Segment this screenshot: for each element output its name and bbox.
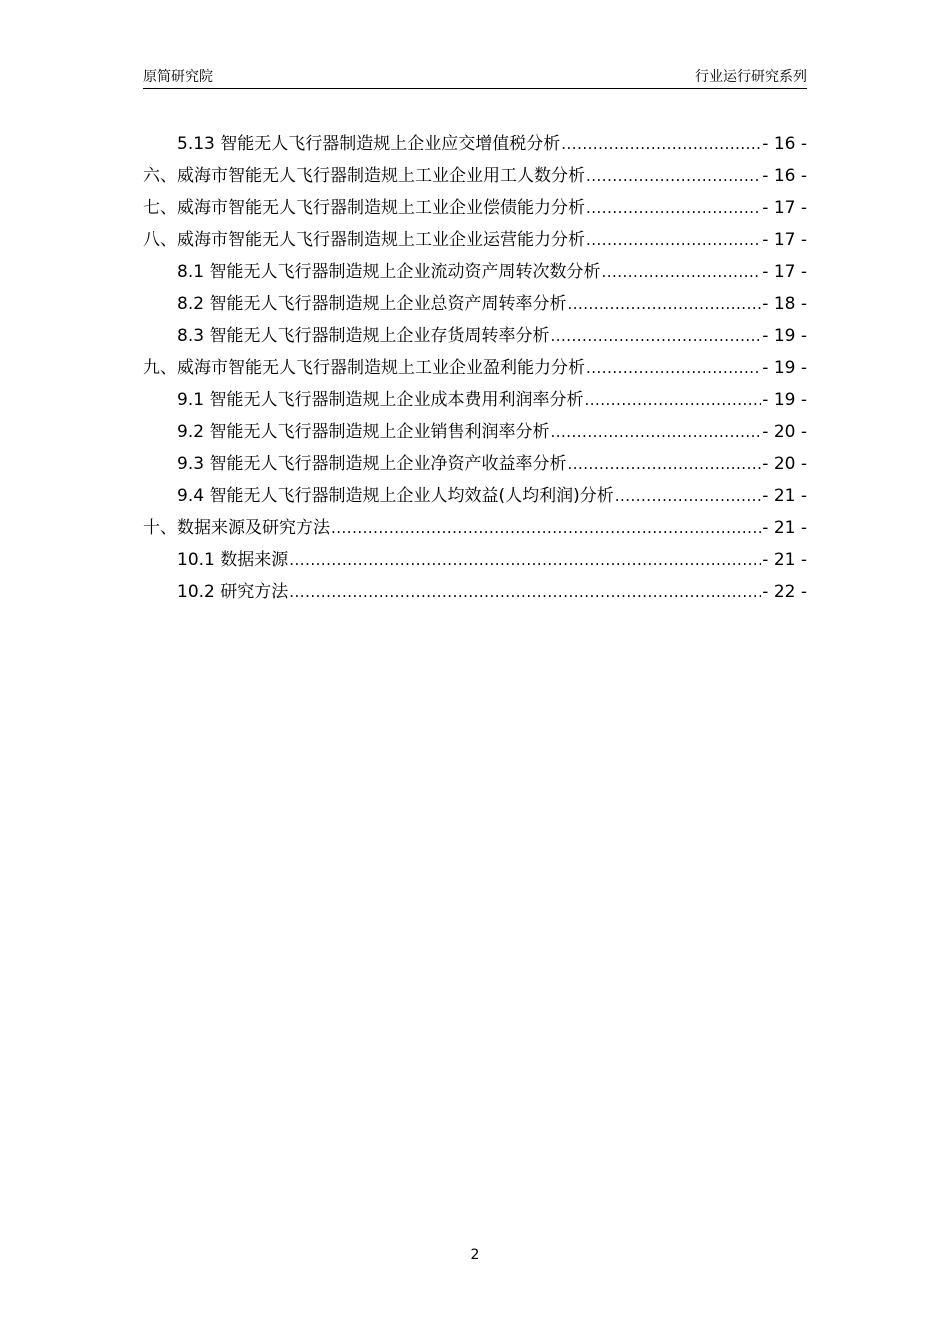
toc-entry-title: 8.2 智能无人飞行器制造规上企业总资产周转率分析: [177, 294, 567, 314]
toc-entry-page: - 16 -: [762, 134, 807, 154]
toc-entry-title: 8.1 智能无人飞行器制造规上企业流动资产周转次数分析: [177, 262, 601, 282]
toc-entry-page: - 17 -: [762, 262, 807, 282]
toc-leader-dots: [586, 160, 761, 192]
toc-entry[interactable]: [143, 416, 807, 448]
toc-leader-dots: [615, 480, 762, 512]
page-header: [143, 66, 807, 89]
toc-entry-title: 九、威海市智能无人飞行器制造规上工业企业盈利能力分析: [143, 358, 585, 378]
toc-entry-title: 10.2 研究方法: [177, 582, 289, 602]
toc-entry-page: - 18 -: [762, 294, 807, 314]
toc-leader-dots: [550, 320, 761, 352]
toc-entry[interactable]: [143, 288, 807, 320]
toc-entry[interactable]: [143, 320, 807, 352]
toc-entry-page: - 21 -: [762, 518, 807, 538]
toc-leader-dots: [331, 512, 761, 544]
toc-entry-page: - 22 -: [762, 582, 807, 602]
toc-entry-page: - 16 -: [762, 166, 807, 186]
toc-entry[interactable]: [143, 384, 807, 416]
toc-entry[interactable]: [143, 352, 807, 384]
toc-entry-page: - 19 -: [762, 358, 807, 378]
toc-entry[interactable]: [143, 256, 807, 288]
toc-entry-page: - 17 -: [762, 230, 807, 250]
toc-leader-dots: [289, 544, 761, 576]
toc-entry[interactable]: [143, 512, 807, 544]
toc-leader-dots: [567, 288, 761, 320]
toc-entry-page: - 21 -: [762, 550, 807, 570]
toc-leader-dots: [586, 224, 761, 256]
toc-entry-title: 十、数据来源及研究方法: [143, 518, 330, 538]
toc-leader-dots: [289, 576, 761, 608]
toc-leader-dots: [584, 384, 761, 416]
toc-entry-title: 八、威海市智能无人飞行器制造规上工业企业运营能力分析: [143, 230, 585, 250]
toc-entry[interactable]: [143, 192, 807, 224]
toc-leader-dots: [567, 448, 761, 480]
toc-entry[interactable]: [143, 128, 807, 160]
toc-leader-dots: [561, 128, 761, 160]
toc-entry-title: 5.13 智能无人飞行器制造规上企业应交增值税分析: [177, 134, 561, 154]
toc-entry[interactable]: [143, 448, 807, 480]
toc-entry-page: - 19 -: [762, 390, 807, 410]
table-of-contents: [143, 128, 807, 608]
toc-entry[interactable]: [143, 544, 807, 576]
toc-entry-page: - 19 -: [762, 326, 807, 346]
toc-entry[interactable]: [143, 480, 807, 512]
toc-entry-title: 七、威海市智能无人飞行器制造规上工业企业偿债能力分析: [143, 198, 585, 218]
toc-entry-title: 10.1 数据来源: [177, 550, 289, 570]
toc-entry-title: 9.4 智能无人飞行器制造规上企业人均效益(人均利润)分析: [177, 486, 614, 506]
toc-entry-title: 9.2 智能无人飞行器制造规上企业销售利润率分析: [177, 422, 550, 442]
page-number: 2: [470, 1247, 480, 1263]
toc-entry-page: - 20 -: [762, 422, 807, 442]
toc-entry[interactable]: [143, 576, 807, 608]
toc-entry-page: - 21 -: [762, 486, 807, 506]
toc-leader-dots: [550, 416, 761, 448]
toc-entry-page: - 20 -: [762, 454, 807, 474]
toc-entry-title: 9.3 智能无人飞行器制造规上企业净资产收益率分析: [177, 454, 567, 474]
toc-entry-title: 8.3 智能无人飞行器制造规上企业存货周转率分析: [177, 326, 550, 346]
toc-entry-title: 六、威海市智能无人飞行器制造规上工业企业用工人数分析: [143, 166, 585, 186]
header-series-title: 行业运行研究系列: [695, 69, 807, 85]
toc-entry-title: 9.1 智能无人飞行器制造规上企业成本费用利润率分析: [177, 390, 584, 410]
toc-entry[interactable]: [143, 160, 807, 192]
header-publisher: 原简研究院: [143, 69, 213, 85]
toc-leader-dots: [586, 352, 761, 384]
toc-entry[interactable]: [143, 224, 807, 256]
toc-leader-dots: [586, 192, 761, 224]
toc-entry-page: - 17 -: [762, 198, 807, 218]
toc-leader-dots: [601, 256, 761, 288]
